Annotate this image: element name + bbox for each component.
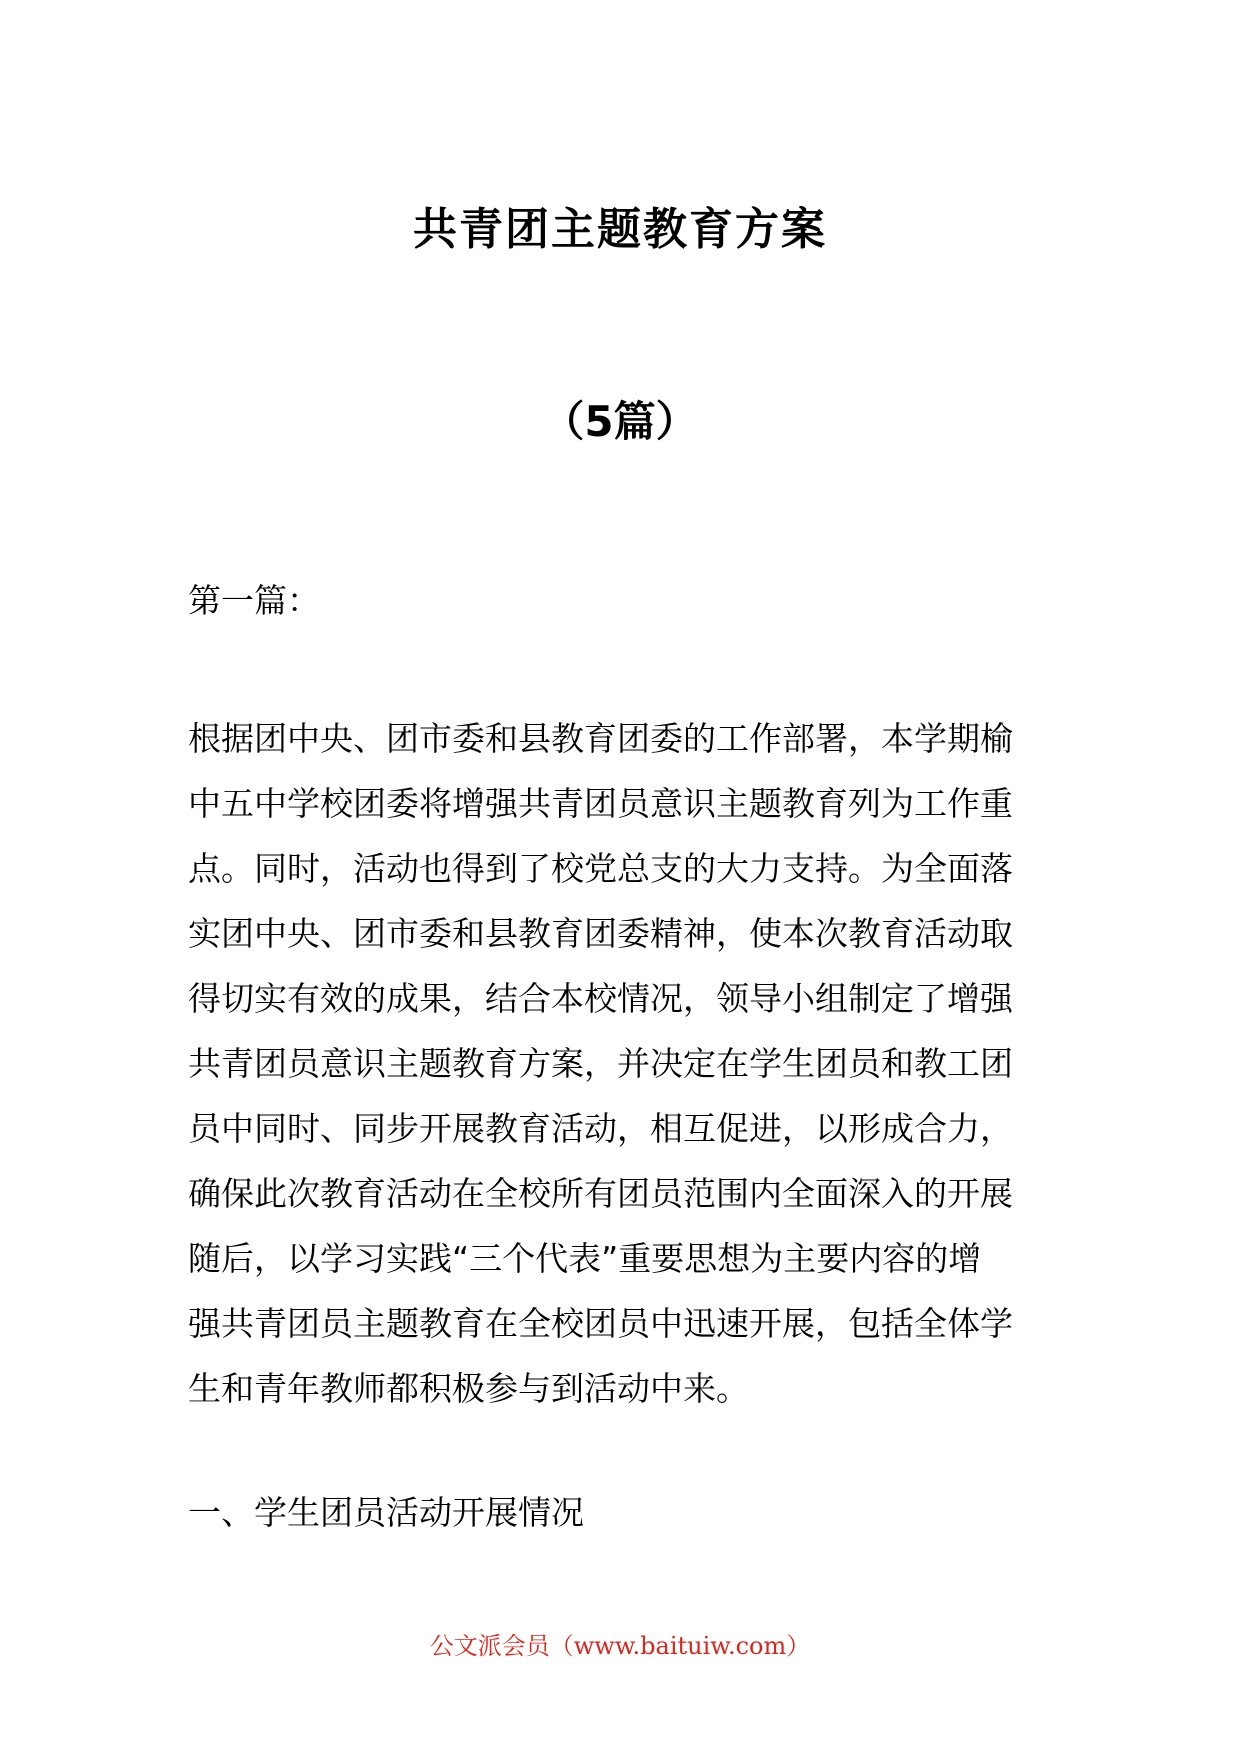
paragraph-line: 生和青年教师都积极参与到活动中来。	[188, 1369, 749, 1408]
section-label: 第一篇：	[188, 581, 320, 620]
footer-watermark: 公文派会员（www.baituiw.com）	[429, 1632, 811, 1660]
paragraph-line: 随后，以学习实践“三个代表”重要思想为主要内容的增	[188, 1239, 982, 1278]
paragraph-line: 根据团中央、团市委和县教育团委的工作部署，本学期榆	[188, 719, 1013, 758]
body-paragraph	[188, 706, 1058, 1421]
paragraph-line: 得切实有效的成果，结合本校情况，领导小组制定了增强	[188, 979, 1013, 1018]
paragraph-line: 实团中央、团市委和县教育团委精神，使本次教育活动取	[188, 914, 1013, 953]
document-subtitle: （5篇）	[542, 397, 698, 446]
paragraph-line: 中五中学校团委将增强共青团员意识主题教育列为工作重	[188, 784, 1013, 823]
paragraph-line: 确保此次教育活动在全校所有团员范围内全面深入的开展	[188, 1174, 1013, 1213]
paragraph-line: 员中同时、同步开展教育活动，相互促进，以形成合力，	[188, 1109, 1013, 1148]
paragraph-line: 共青团员意识主题教育方案，并决定在学生团员和教工团	[188, 1044, 1013, 1083]
paragraph-line: 强共青团员主题教育在全校团员中迅速开展，包括全体学	[188, 1304, 1013, 1343]
document-title: 共青团主题教育方案	[413, 204, 827, 255]
paragraph-line: 点。同时，活动也得到了校党总支的大力支持。为全面落	[188, 849, 1013, 888]
section-heading: 一、学生团员活动开展情况	[188, 1493, 584, 1532]
